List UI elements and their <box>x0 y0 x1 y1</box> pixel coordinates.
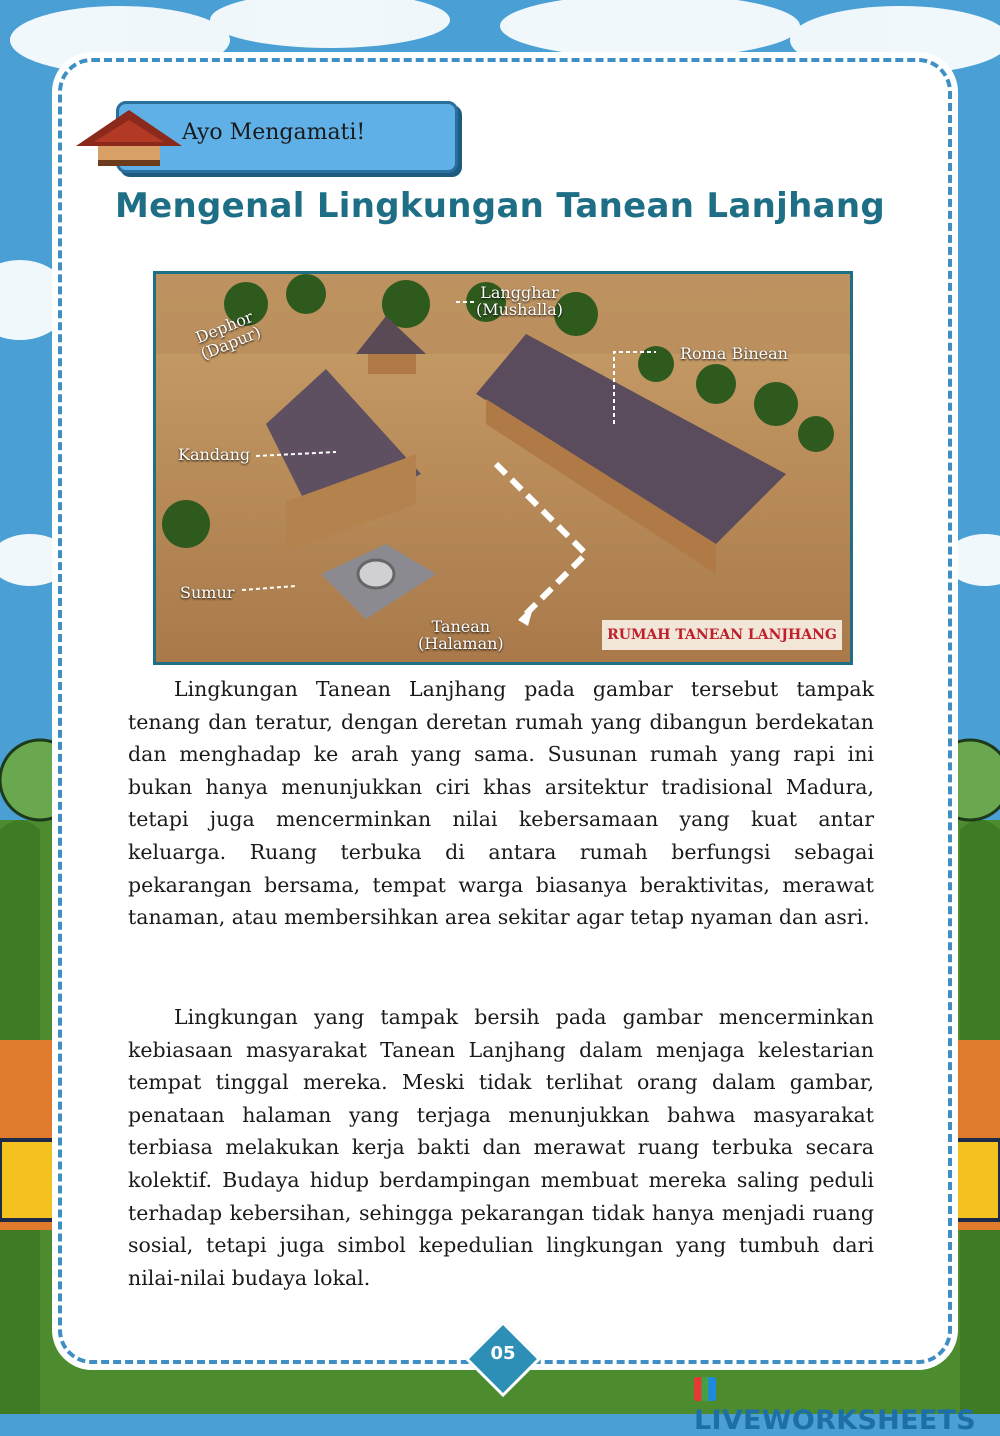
paragraph-1: Lingkungan Tanean Lanjhang pada gambar tersebut tampak tenang dan teratur, dengan deretan rumah yang dibangun berdekatan dan menghadap ke arah yang sama. Susunan rumah yang rapi ini bukan hanya menunjukkan ciri khas arsitektur tradisional Madura, tetapi juga mencerminkan nilai kebersamaan yang kuat antar keluarga. Ruang terbuka di antara rumah berfungsi sebagai pekarangan bersama, tempat warga biasanya beraktivitas, merawat tanaman, atau membersihkan area sekitar agar tetap nyaman dan asri. <box>128 677 874 930</box>
village-illustration <box>153 271 853 665</box>
label-tanean: Tanean (Halaman) <box>418 617 504 653</box>
label-dephor: Dephor (Dapur) <box>192 307 264 364</box>
figure-caption-badge: RUMAH TANEAN LANJHANG <box>602 620 842 650</box>
page-number: 05 <box>490 1343 516 1364</box>
paragraph-2: Lingkungan yang tampak bersih pada gambar mencerminkan kebiasaan masyarakat Tanean Lanjhang dalam menjaga kelestarian tempat tinggal mereka. Meski tidak terlihat orang dalam gambar, penataan halaman yang terjaga menunjukkan bahwa masyarakat terbiasa melakukan kerja bakti dan merawat ruang terbuka secara kolektif. Budaya hidup berdampingan membuat mereka saling peduli terhadap kebersihan, sehingga pekarangan tidak hanya menjadi ruang sosial, tetapi juga simbol kepedulian lingkungan yang tumbuh dari nilai-nilai budaya lokal. <box>128 1005 874 1290</box>
label-kandang: Kandang <box>178 445 251 464</box>
section-tag-label: Ayo Mengamati! <box>182 120 366 145</box>
label-roma-binean: Roma Binean <box>680 344 788 363</box>
watermark-text: LIVEWORKSHEETS <box>694 1405 977 1436</box>
label-sumur: Sumur <box>180 583 235 602</box>
label-langghar: Langghar (Mushalla) <box>476 283 563 319</box>
liveworksheets-logo-icon <box>694 1377 716 1401</box>
watermark <box>694 1374 1000 1436</box>
page-title: Mengenal Lingkungan Tanean Lanjhang <box>114 186 885 226</box>
traditional-house-icon <box>74 106 184 170</box>
